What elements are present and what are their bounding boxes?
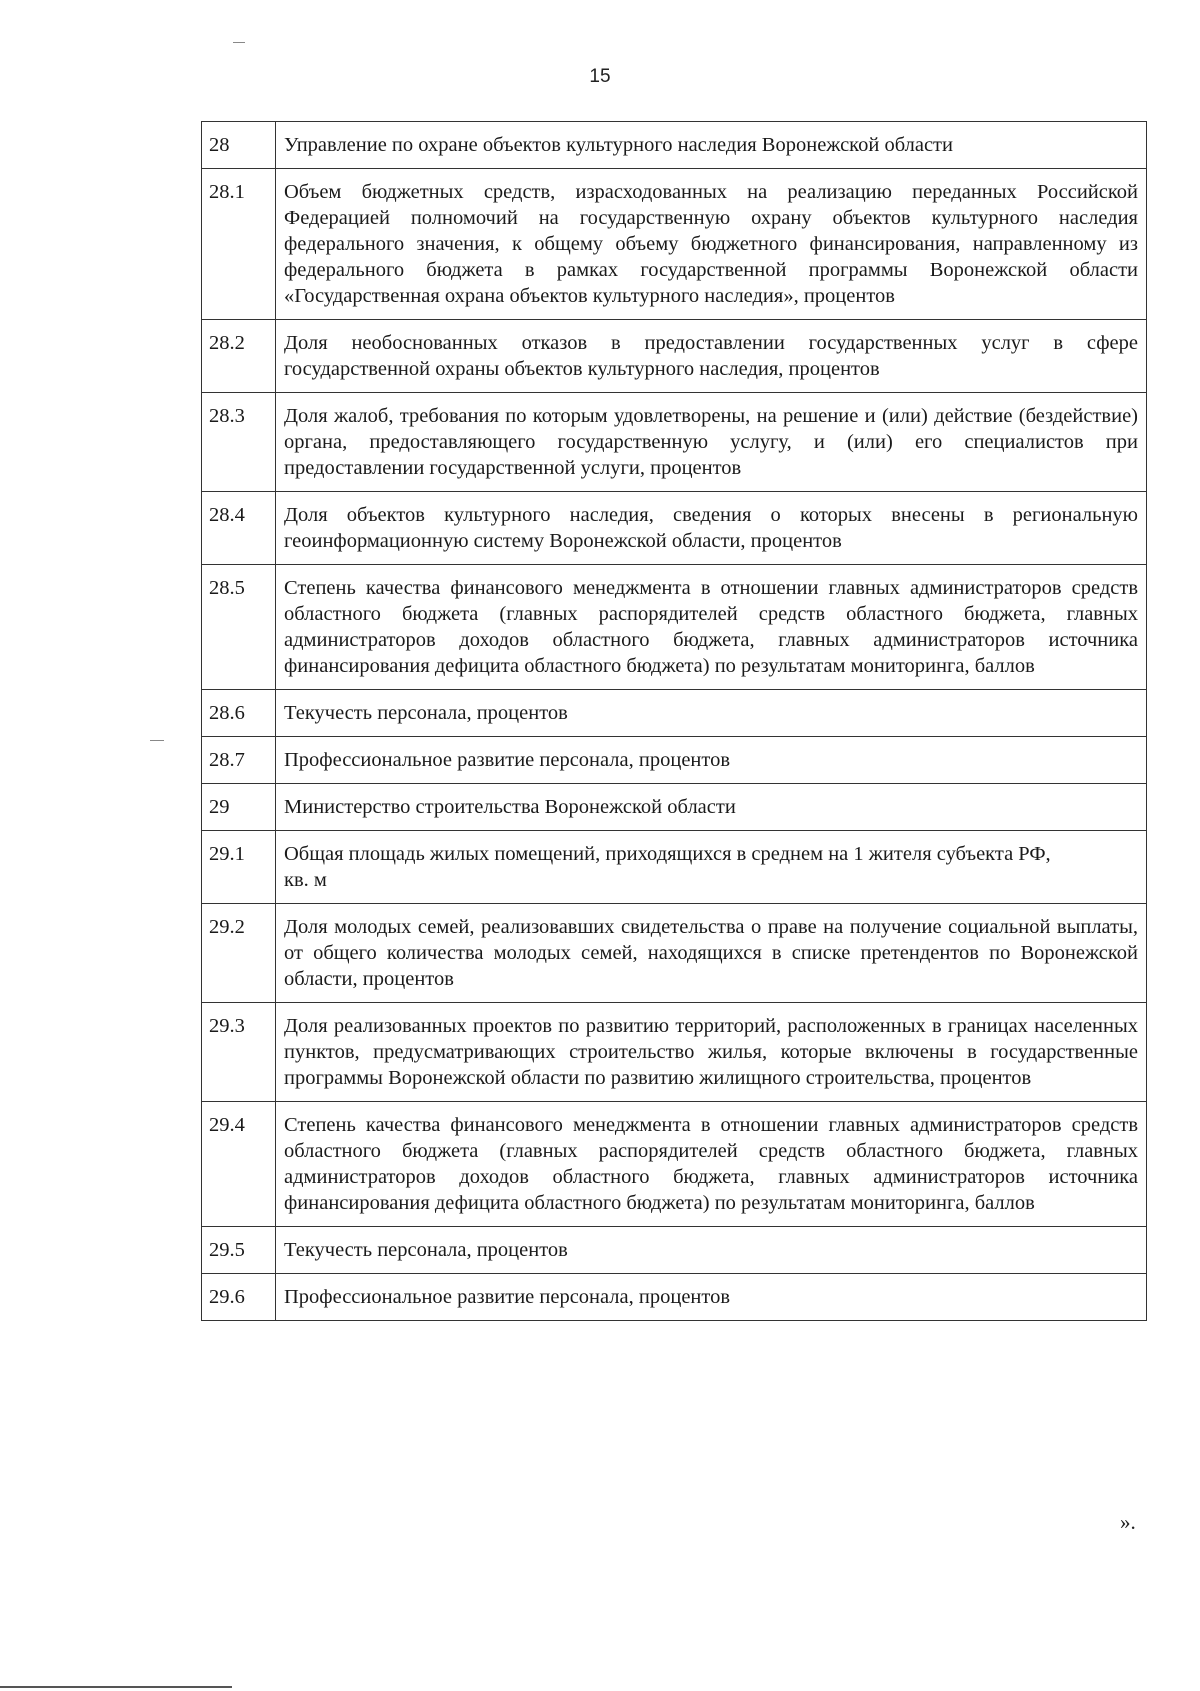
row-text: Степень качества финансового менеджмента в отношении главных администраторов средств областного бюджета (главных распорядителей средств областного бюджета, главных администраторов доходов областного бюджета, главных администраторов источника финансирования дефицита областного бюджета) по результатам мониторинга, баллов [276,565,1147,690]
scan-artifact [150,740,164,741]
row-number: 28.5 [202,565,276,690]
row-text: Доля реализованных проектов по развитию территорий, расположенных в границах населенных пунктов, предусматривающих строительство жилья, которые включены в государственные программы Воронежской области по развитию жилищного строительства, процентов [276,1003,1147,1102]
row-text: Доля молодых семей, реализовавших свидетельства о праве на получение социальной выплаты, от общего количества молодых семей, находящихся в списке претендентов по Воронежской области, процентов [276,904,1147,1003]
table-row [202,169,1147,320]
row-text: Объем бюджетных средств, израсходованных на реализацию переданных Российской Федерацией полномочий на государственную охрану объектов культурного наследия федерального значения, к общему объему бюджетного финансирования, направленному из федерального бюджета в рамках государственной программы Воронежской области «Государственная охрана объектов культурного наследия», процентов [276,169,1147,320]
row-number: 28.1 [202,169,276,320]
row-text: Степень качества финансового менеджмента в отношении главных администраторов средств областного бюджета (главных распорядителей средств областного бюджета, главных администраторов доходов областного бюджета, главных администраторов источника финансирования дефицита областного бюджета) по результатам мониторинга, баллов [276,1102,1147,1227]
row-number: 28.6 [202,690,276,737]
row-number: 28.4 [202,492,276,565]
row-text: Профессиональное развитие персонала, процентов [276,1274,1147,1321]
row-number: 28.3 [202,393,276,492]
row-text: Общая площадь жилых помещений, приходящихся в среднем на 1 жителя субъекта РФ, кв. м [276,831,1147,904]
table-row [202,122,1147,169]
row-text: Текучесть персонала, процентов [276,690,1147,737]
table-row [202,1102,1147,1227]
row-text: Доля жалоб, требования по которым удовлетворены, на решение и (или) действие (бездействие) органа, предоставляющего государственную услугу, и (или) его специалистов при предоставлении государственной услуги, процентов [276,393,1147,492]
row-number: 29.3 [202,1003,276,1102]
row-text: Министерство строительства Воронежской области [276,784,1147,831]
row-number: 28 [202,122,276,169]
table-row [202,1003,1147,1102]
table-row [202,492,1147,565]
table-row [202,737,1147,784]
scan-artifact [233,42,245,43]
row-number: 29.2 [202,904,276,1003]
row-number: 28.7 [202,737,276,784]
row-text: Профессиональное развитие персонала, процентов [276,737,1147,784]
table-row [202,1227,1147,1274]
row-number: 29 [202,784,276,831]
footnote-rule [0,1686,232,1688]
row-text: Доля объектов культурного наследия, сведения о которых внесены в региональную геоинформационную систему Воронежской области, процентов [276,492,1147,565]
page-number: 15 [589,66,611,87]
row-number: 29.5 [202,1227,276,1274]
row-text: Управление по охране объектов культурного наследия Воронежской области [276,122,1147,169]
row-number: 28.2 [202,320,276,393]
row-number: 29.1 [202,831,276,904]
row-text: Доля необоснованных отказов в предоставлении государственных услуг в сфере государственной охраны объектов культурного наследия, процентов [276,320,1147,393]
closing-quote-mark: ». [1120,1510,1136,1534]
row-text: Текучесть персонала, процентов [276,1227,1147,1274]
table-row [202,320,1147,393]
table-row [202,690,1147,737]
table-row [202,1274,1147,1321]
row-number: 29.4 [202,1102,276,1227]
table-row [202,831,1147,904]
row-number: 29.6 [202,1274,276,1321]
table-row [202,784,1147,831]
table-row [202,904,1147,1003]
indicator-table [201,121,1147,1321]
table-row [202,393,1147,492]
table-row [202,565,1147,690]
